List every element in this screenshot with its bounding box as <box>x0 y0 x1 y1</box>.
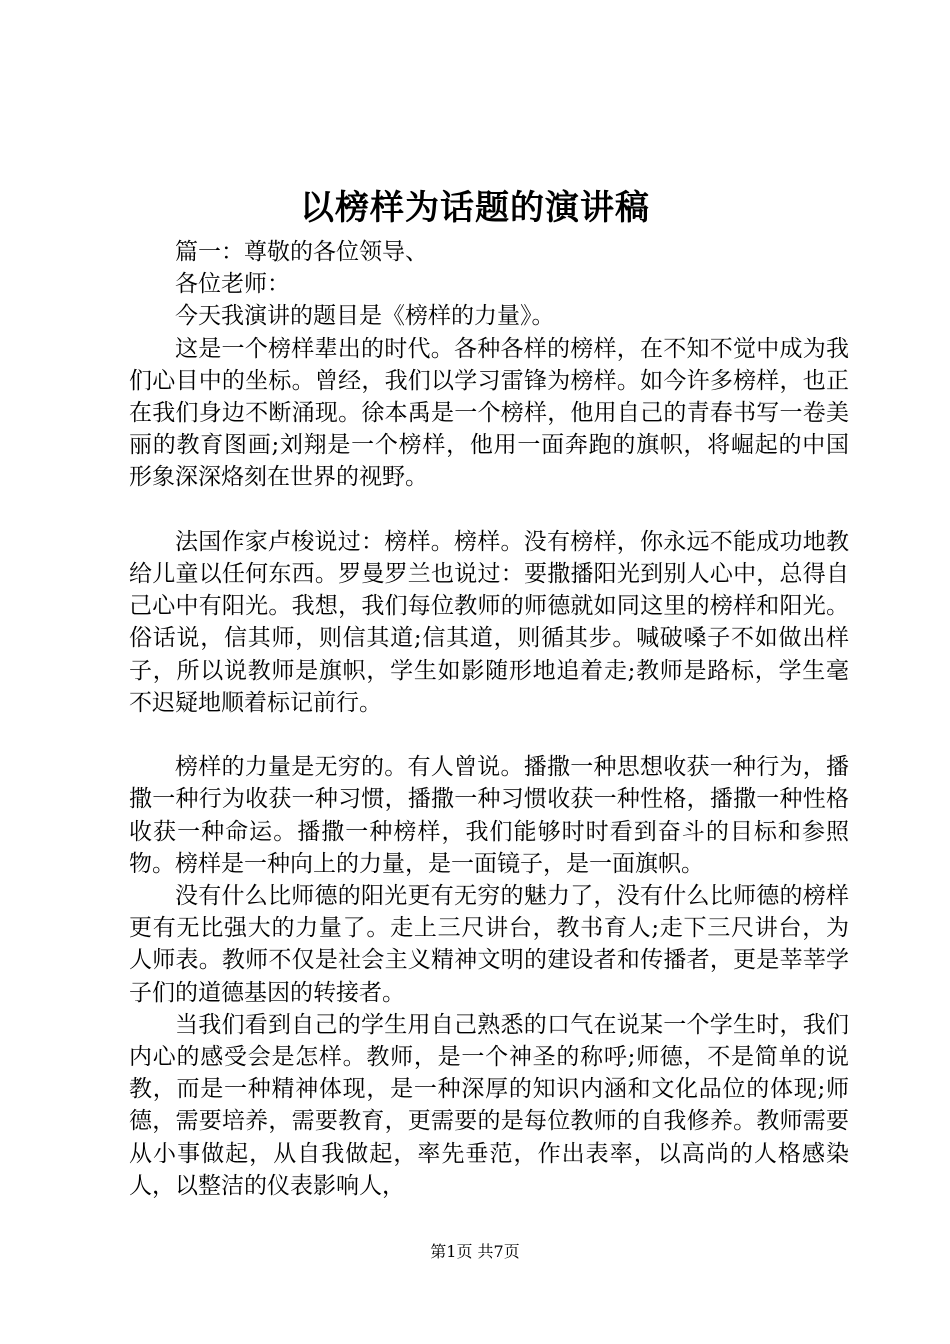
paragraph-teacher-ethics: 没有什么比师德的阳光更有无穷的魅力了，没有什么比师德的榜样更有无比强大的力量了。走上三尺讲台，教书育人;走下三尺讲台，为人师表。教师不仅是社会主义精神文明的建设者和传播者，更是莘莘学子们的道德基因的转接者。 <box>129 883 849 1006</box>
paragraph-era-of-role-models: 这是一个榜样辈出的时代。各种各样的榜样，在不知不觉中成为我们心目中的坐标。曾经，我们以学习雷锋为榜样。如今许多榜样，也正在我们身边不断涌现。徐本禹是一个榜样，他用自己的青春书写一卷美丽的教育图画;刘翔是一个榜样，他用一面奔跑的旗帜，将崛起的中国形象深深烙刻在世界的视野。 <box>129 335 849 491</box>
paragraph-teacher-self-cultivation: 当我们看到自己的学生用自己熟悉的口气在说某一个学生时，我们内心的感受会是怎样。教师，是一个神圣的称呼;师德，不是简单的说教，而是一种精神体现，是一种深厚的知识内涵和文化品位的体现;师德，需要培养，需要教育，更需要的是每位教师的自我修养。教师需要从小事做起，从自我做起，率先垂范，作出表率，以高尚的人格感染人，以整洁的仪表影响人， <box>129 1011 849 1199</box>
paragraph-salutation: 篇一：尊敬的各位领导、 <box>175 239 428 265</box>
document-body <box>129 236 849 1202</box>
paragraph-rousseau-quote: 法国作家卢梭说过：榜样。榜样。没有榜样，你永远不能成功地教给儿童以任何东西。罗曼罗兰也说过：要撒播阳光到别人心中，总得自己心中有阳光。我想，我们每位教师的师德就如同这里的榜样和阳光。俗话说，信其师，则信其道;信其道，则循其步。喊破嗓子不如做出样子，所以说教师是旗帜，学生如影随形地追着走;教师是路标，学生毫不迟疑地顺着标记前行。 <box>129 528 849 716</box>
paragraph-power-of-role-models: 榜样的力量是无穷的。有人曾说。播撒一种思想收获一种行为，播撒一种行为收获一种习惯，播撒一种习惯收获一种性格，播撒一种性格收获一种命运。播撒一种榜样，我们能够时时看到奋斗的目标和参照物。榜样是一种向上的力量，是一面镜子，是一面旗帜。 <box>129 754 849 877</box>
page-footer: 第1页 共7页 <box>430 1242 520 1261</box>
paragraph-topic: 今天我演讲的题目是《榜样的力量》。 <box>175 303 555 330</box>
paragraph-addressee: 各位老师： <box>175 271 290 298</box>
document-title: 以榜样为话题的演讲稿 <box>300 188 650 228</box>
